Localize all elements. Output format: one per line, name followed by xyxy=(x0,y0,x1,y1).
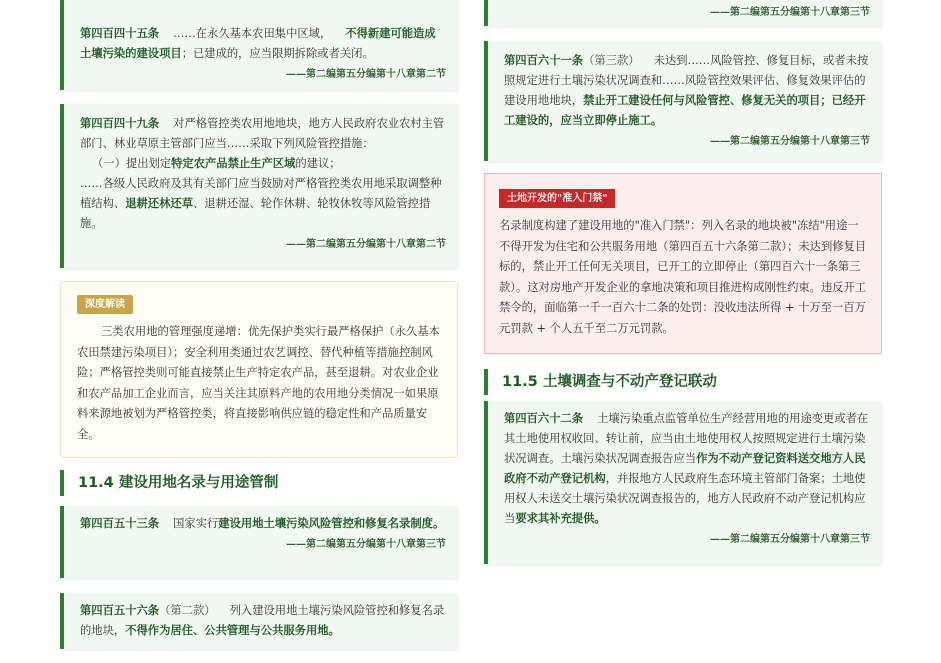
list-item-text: （一）提出划定 xyxy=(92,157,172,170)
article-text: ……在永久基本农田集中区域， xyxy=(173,27,332,40)
section-heading-11-5: 11.5 土壤调查与不动产登记联动 xyxy=(484,369,882,395)
article-card-462 xyxy=(484,401,882,564)
source-reference: ——第二编第五分编第十八章第三节 xyxy=(710,534,870,545)
section-heading-11-4: 11.4 建设用地名录与用途管制 xyxy=(60,470,458,496)
entry-control-warning-box xyxy=(484,173,882,354)
article-text: ……各级人民政府及其有关部门应当鼓励对严格管控类农用地采取调整种植结构、 xyxy=(80,177,442,210)
article-highlight: 不得新建可能造成土壤污染的建设项目 xyxy=(80,27,436,60)
article-highlight: 退耕还林还草 xyxy=(125,197,193,210)
article-highlight: 作为不动产登记资料送交地方人民政府不动产登记机构 xyxy=(504,452,866,485)
source-reference: ——第二编第五分编第十八章第二节 xyxy=(286,69,446,80)
article-text: 土壤污染重点监管单位生产经营用地的用途变更或者在其土地使用权收回、转让前，应当由土地使用权人按照规定进行土壤污染状况调查。土壤污染状况调查报告应当 xyxy=(504,412,869,465)
article-card-453 xyxy=(60,506,458,578)
list-item-text: 的建议； xyxy=(295,157,341,170)
source-reference: ——第二编第五分编第十八章第三节 xyxy=(710,136,870,147)
analysis-text: 三类农用地的管理强度递增：优先保护类实行最严格保护（永久基本农田禁建污染项目）；安全利用类通过农艺调控、替代种植等措施控制风险；严格管控类则可能直接禁止生产特定农产品，甚至退耕。对农业企业和农产品加工企业而言，应当关注其原料产地的农用地分类情况一如果原料来源地被划为严格管控类，将直接影响供应链的稳定性和产品质量安全。 xyxy=(77,325,440,441)
warning-text: 名录制度构建了建设用地的"准入门禁"：列入名录的地块被"冻结"用途一不得开发为住宅和公共服务用地（第四百五十六条第二款）；未达到修复目标的，禁止开工任何无关项目，已开工的立即停止（第四百六十一条第三款）。这对房地产开发企业的拿地决策和项目推进构成刚性约束。违反开工禁令的，面临第一千一百六十二条的处罚：没收违法所得 + 十万至一百万元罚款 + 个人五千至二万元罚款。 xyxy=(499,219,867,335)
warning-badge: 土地开发的"准入门禁" xyxy=(499,189,615,208)
article-text: 国家实行 xyxy=(173,517,219,530)
source-reference: ——第二编第五分编第十八章第三节 xyxy=(710,7,870,18)
article-text: 、退耕还湿、轮作休耕、轮牧休牧等风险管控措施。 xyxy=(80,197,431,230)
source-reference: ——第二编第五分编第十八章第二节 xyxy=(286,239,446,250)
article-card-continued xyxy=(484,0,882,26)
article-number: 第四百六十二条 xyxy=(504,412,584,425)
article-text: 对严格管控类农用地地块，地方人民政府农业农村主管部门、林业草原主管部门应当……采取下列风险管控措施： xyxy=(80,117,445,150)
article-number: 第四百四十五条 xyxy=(80,27,160,40)
article-body xyxy=(504,409,870,529)
article-text: 列入建设用地土壤污染风险管控和修复名录的地块， xyxy=(80,604,445,637)
article-subclause: （第二款） xyxy=(159,604,216,617)
article-text: ；已建成的，应当限期拆除或者关闭。 xyxy=(181,47,374,60)
article-body xyxy=(80,514,446,534)
article-body xyxy=(80,24,446,64)
article-card-449 xyxy=(60,104,458,268)
article-text: 未达到……风险管控、修复目标，或者未按照规定进行土壤污染状况调查和……风险管控效果评估、修复效果评估的建设用地地块， xyxy=(504,54,869,107)
article-highlight: 建设用地土壤污染风险管控和修复名录制度。 xyxy=(218,517,445,530)
article-card-456 xyxy=(60,593,458,649)
article-highlight: 要求其补充提供。 xyxy=(515,512,606,525)
article-number: 第四百五十三条 xyxy=(80,517,160,530)
article-number: 第四百五十六条 xyxy=(80,604,160,617)
article-highlight: 特定农产品禁止生产区域 xyxy=(171,157,296,170)
deep-analysis-box xyxy=(60,281,458,458)
article-highlight: 不得作为居住、公共管理与公共服务用地。 xyxy=(125,624,340,637)
deep-analysis-badge: 深度解读 xyxy=(77,295,133,314)
article-number: 第四百六十一条 xyxy=(504,54,584,67)
article-highlight: 禁止开工建设任何与风险管控、修复无关的项目；已经开工建设的，应当立即停止施工。 xyxy=(504,94,866,127)
article-body xyxy=(80,114,446,234)
article-number: 第四百四十九条 xyxy=(80,117,160,130)
source-reference: ——第二编第五分编第十八章第三节 xyxy=(286,539,446,550)
article-text: ，并报地方人民政府生态环境主管部门备案；土地使用权人未送交土壤污染状况调查报告的，地方人民政府不动产登记机构应当 xyxy=(504,472,866,525)
article-body xyxy=(80,601,446,641)
article-card-461 xyxy=(484,41,882,161)
article-card-445 xyxy=(60,0,458,90)
article-subclause: （第三款） xyxy=(583,54,640,67)
article-body xyxy=(504,51,870,131)
